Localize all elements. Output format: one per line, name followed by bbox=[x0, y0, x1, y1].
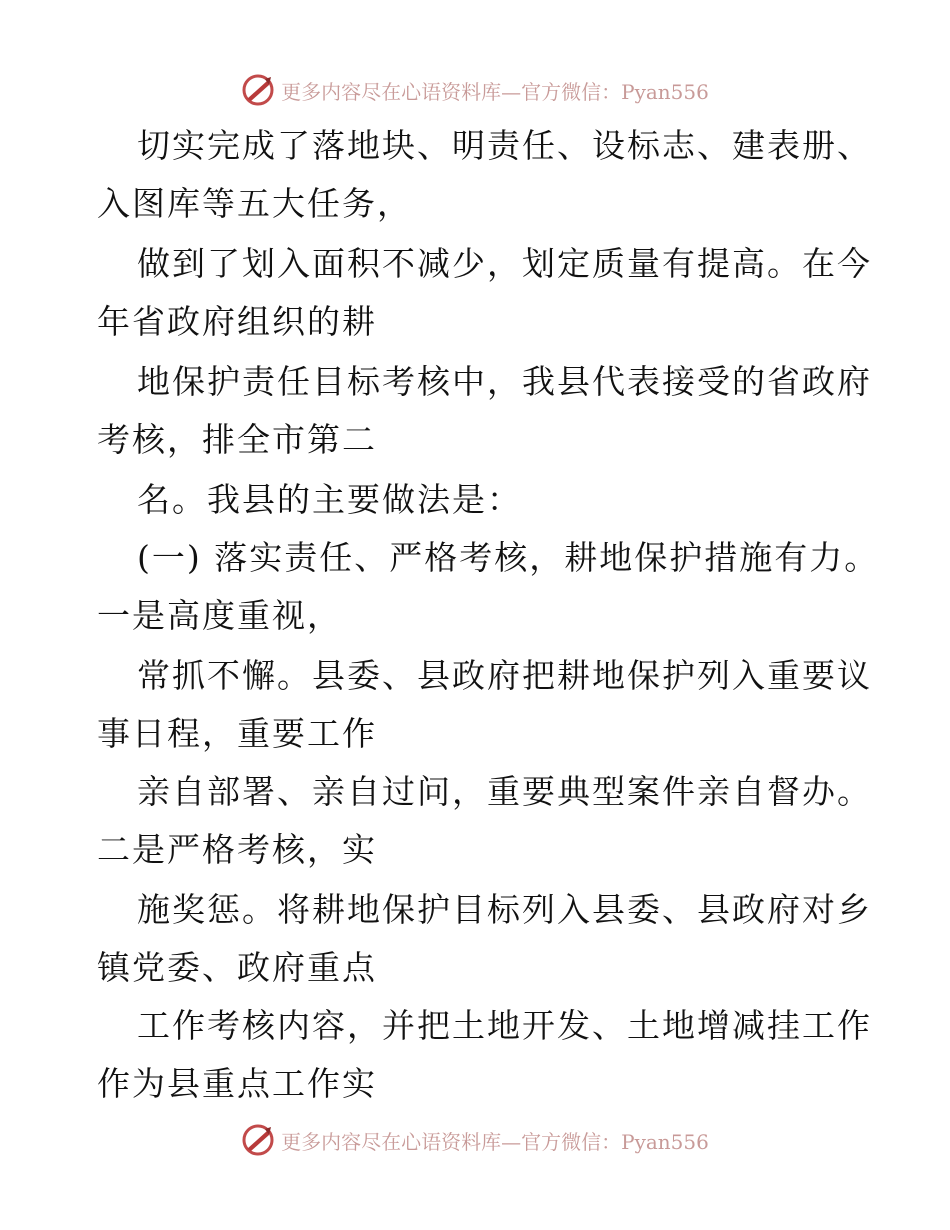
paragraph-line: 事日程，重要工作 bbox=[97, 714, 377, 753]
quill-pen-logo-icon bbox=[241, 1123, 275, 1157]
watermark-banner-top bbox=[0, 70, 950, 110]
quill-pen-logo-icon bbox=[241, 73, 275, 107]
watermark-text: 更多内容尽在心语资料库—官方微信：Pyan556 bbox=[281, 1129, 709, 1154]
paragraph-line: 地保护责任目标考核中，我县代表接受的省政府 bbox=[137, 362, 872, 401]
paragraph-line: 亲自部署、亲自过问，重要典型案件亲自督办。 bbox=[137, 772, 872, 811]
paragraph-line: (一) 落实责任、严格考核，耕地保护措施有力。 bbox=[137, 538, 880, 577]
paragraph-line: 工作考核内容，并把土地开发、土地增减挂工作 bbox=[137, 1006, 872, 1045]
paragraph-line: 作为县重点工作实 bbox=[97, 1064, 377, 1103]
paragraph-line: 施奖惩。将耕地保护目标列入县委、县政府对乡 bbox=[137, 890, 872, 929]
paragraph-line: 做到了划入面积不减少，划定质量有提高。在今 bbox=[137, 244, 872, 283]
paragraph-line: 二是严格考核，实 bbox=[97, 830, 377, 869]
watermark-banner-bottom bbox=[0, 1120, 950, 1160]
paragraph-line: 年省政府组织的耕 bbox=[97, 302, 377, 341]
paragraph-line: 常抓不懈。县委、县政府把耕地保护列入重要议 bbox=[137, 656, 872, 695]
paragraph-line: 考核，排全市第二 bbox=[97, 420, 377, 459]
paragraph-line: 入图库等五大任务， bbox=[97, 184, 412, 223]
paragraph-line: 镇党委、政府重点 bbox=[97, 948, 377, 987]
paragraph-line: 名。我县的主要做法是： bbox=[137, 480, 522, 519]
paragraph-line: 一是高度重视， bbox=[97, 596, 342, 635]
paragraph-line: 切实完成了落地块、明责任、设标志、建表册、 bbox=[137, 126, 872, 165]
watermark-text: 更多内容尽在心语资料库—官方微信：Pyan556 bbox=[281, 79, 709, 104]
